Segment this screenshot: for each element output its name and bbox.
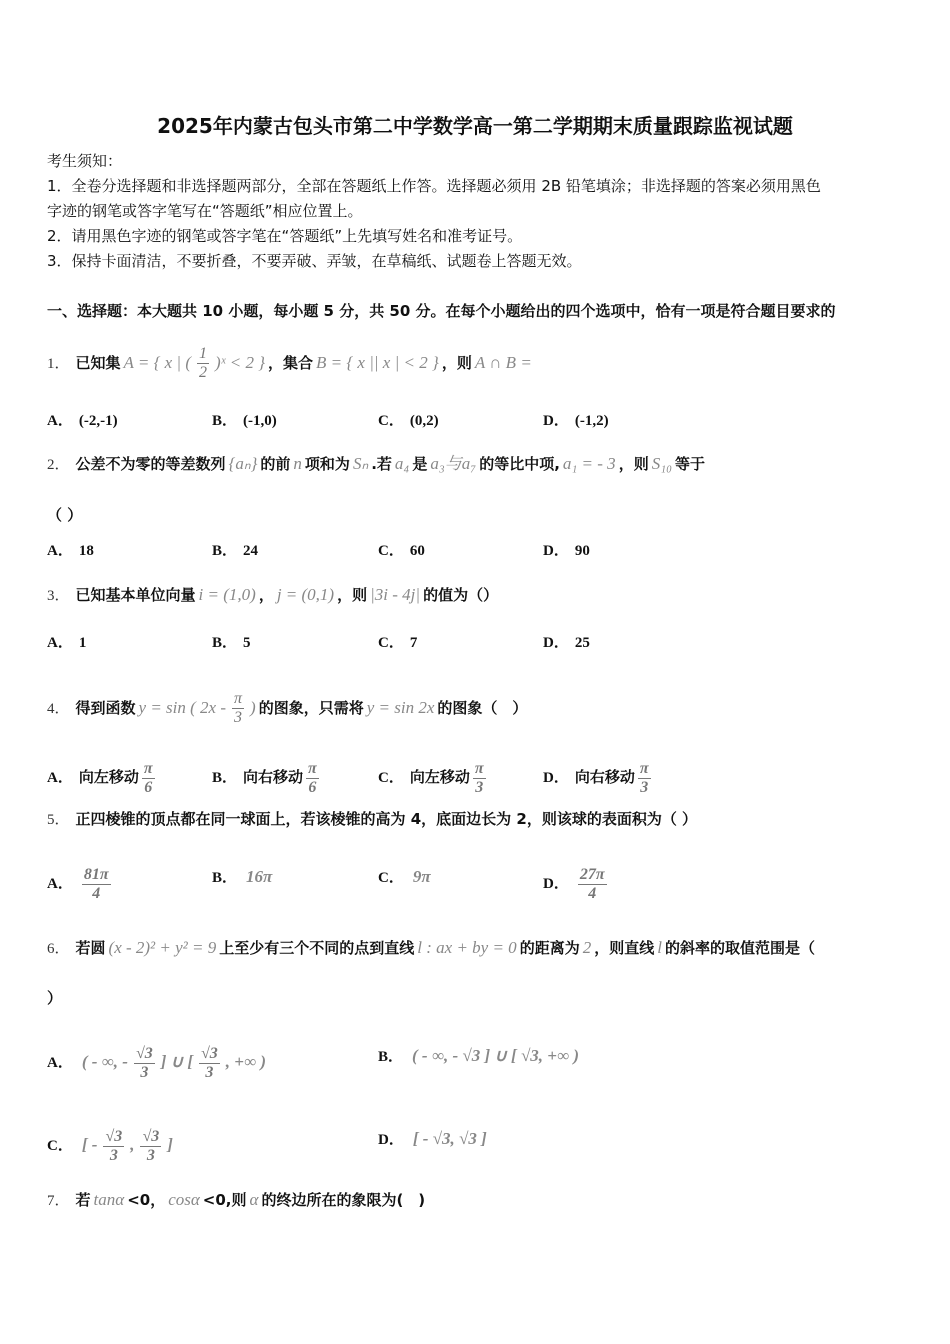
- question-text: <0，: [127, 1191, 166, 1209]
- question-text: ，则: [337, 586, 368, 604]
- fraction-denominator: 6: [144, 779, 153, 796]
- option-label: C．: [378, 543, 404, 559]
- option-label: B．: [212, 413, 238, 429]
- math-expression: 9π: [412, 867, 431, 886]
- fraction-numerator: π: [143, 760, 153, 777]
- fraction-numerator: √3: [142, 1128, 160, 1145]
- math-expression: ] ∪ [: [160, 1051, 193, 1071]
- notice-line: 3．保持卡面清洁，不要折叠，不要弄破、弄皱，在草稿纸、试题卷上答题无效。: [47, 252, 582, 270]
- fraction-denominator: 6: [308, 779, 317, 796]
- question-text: (-2,-1): [78, 413, 118, 429]
- math-expression: j = (0,1): [276, 585, 335, 604]
- option-label: B．: [212, 870, 238, 886]
- math-expression: , +∞ ): [225, 1051, 266, 1071]
- math-expression: )ˣ < 2 }: [215, 353, 265, 372]
- question-text: 5: [243, 635, 251, 651]
- section-heading: 一、选择题：本大题共 10 小题，每小题 5 分，共 50 分。在每个小题给出的四个选项中，恰有一项是符合题目要求的: [47, 302, 836, 320]
- notice-line: 1．全卷分选择题和非选择题两部分，全部在答题纸上作答。选择题必须用 2B 铅笔填涂；非选择题的答案必须用黑色: [47, 177, 821, 195]
- math-expression: l : ax + by = 0: [417, 938, 517, 957]
- answer-option[interactable]: [47, 539, 94, 560]
- fraction-denominator: 2: [199, 364, 208, 381]
- answer-option[interactable]: [47, 760, 158, 797]
- question-text: (0,2): [409, 413, 439, 429]
- fraction-denominator: 3: [140, 1064, 149, 1081]
- option-label: D．: [543, 875, 569, 892]
- math-expression: y = sin ( 2x -: [138, 698, 227, 717]
- option-label: A．: [47, 413, 73, 429]
- fraction-numerator: π: [474, 760, 484, 777]
- option-label: D．: [543, 635, 569, 651]
- question-text: 24: [243, 543, 259, 559]
- math-expression: tanα: [93, 1190, 125, 1209]
- fraction-denominator: 3: [475, 779, 484, 796]
- question-stem: [47, 1190, 425, 1211]
- answer-option[interactable]: [378, 409, 439, 430]
- answer-option[interactable]: [378, 760, 489, 797]
- question-stem: [47, 690, 527, 727]
- answer-option[interactable]: [378, 631, 417, 652]
- math-fraction: [638, 760, 651, 797]
- fraction-denominator: 3: [146, 1147, 155, 1164]
- question-text: 的斜率的取值范围是（: [664, 939, 815, 957]
- fraction-denominator: 3: [205, 1064, 214, 1081]
- fraction-numerator: π: [308, 760, 317, 777]
- fraction-denominator: 4: [588, 885, 597, 902]
- answer-option[interactable]: [378, 1128, 490, 1149]
- question-text: 25: [574, 635, 590, 651]
- math-expression: ( - ∞, - √3 ] ∪ [ √3, +∞ ): [412, 1046, 580, 1065]
- answer-option[interactable]: [543, 409, 609, 430]
- math-expression: 16π: [246, 867, 273, 886]
- option-label: C．: [378, 769, 404, 786]
- question-text: 已知集: [75, 354, 121, 372]
- math-expression: [ - √3, √3 ]: [412, 1129, 487, 1148]
- question-text: ，则: [618, 455, 649, 473]
- question-text: 项和为: [304, 455, 350, 473]
- fraction-numerator: √3: [105, 1128, 123, 1145]
- math-expression: {aₙ}: [228, 454, 258, 473]
- math-expression: y = sin 2x: [366, 698, 435, 717]
- answer-option[interactable]: [543, 760, 654, 797]
- answer-option[interactable]: [212, 539, 258, 560]
- math-expression: i = (1,0): [198, 585, 256, 604]
- math-fraction: [306, 760, 319, 797]
- question-text: 的图象（ ）: [437, 699, 528, 717]
- answer-option[interactable]: [212, 866, 275, 887]
- math-expression: α: [249, 1190, 259, 1209]
- notice-line: 2．请用黑色字迹的钢笔或答字笔在“答题纸”上先填写姓名和准考证号。: [47, 227, 523, 245]
- math-expression: ,: [130, 1134, 135, 1154]
- question-text: 向左移动: [78, 769, 139, 786]
- option-label: D．: [543, 543, 569, 559]
- question-text: 的终边所在的象限为( ): [261, 1191, 426, 1209]
- question-number: 6．: [47, 941, 70, 957]
- answer-option[interactable]: [543, 539, 590, 560]
- math-expression: B = { x || x | < 2 }: [316, 353, 439, 372]
- math-expression: [ -: [81, 1134, 98, 1154]
- question-text: 向左移动: [409, 769, 470, 786]
- math-expression: ( - ∞, -: [81, 1051, 128, 1071]
- question-text: 已知基本单位向量: [75, 586, 196, 604]
- question-number: 7．: [47, 1193, 70, 1209]
- question-text: 向右移动: [243, 769, 304, 786]
- option-label: A．: [47, 543, 73, 559]
- question-text: 等于: [675, 455, 706, 473]
- answer-option[interactable]: [543, 631, 590, 652]
- fraction-denominator: 3: [640, 779, 649, 796]
- option-label: C．: [47, 1137, 73, 1154]
- question-text: 的图象，只需将: [258, 699, 364, 717]
- question-text: ，: [258, 586, 274, 604]
- math-fraction: [134, 1045, 155, 1082]
- question-stem: [47, 454, 705, 475]
- math-fraction: [232, 690, 244, 727]
- question-stem: [47, 809, 697, 830]
- fraction-numerator: π: [639, 760, 649, 777]
- math-fraction: [197, 345, 209, 382]
- question-text: (-1,0): [243, 413, 277, 429]
- answer-option[interactable]: [47, 866, 114, 903]
- answer-option[interactable]: [212, 631, 251, 652]
- question-stem: [47, 938, 815, 959]
- option-label: A．: [47, 1054, 73, 1071]
- math-expression: ]: [167, 1134, 173, 1154]
- option-label: D．: [543, 769, 569, 786]
- fraction-numerator: 1: [199, 345, 208, 362]
- question-text: 的等比中项,: [479, 455, 560, 473]
- math-expression: a₁ = - 3: [562, 454, 616, 473]
- math-expression: S₁₀: [651, 454, 673, 473]
- question-text: 的距离为: [519, 939, 580, 957]
- math-expression: a₃与a₇: [430, 454, 477, 473]
- option-label: C．: [378, 635, 404, 651]
- question-stem: [47, 585, 498, 606]
- math-expression: (x - 2)² + y² = 9: [108, 938, 217, 957]
- question-text: 上至少有三个不同的点到直线: [219, 939, 415, 957]
- question-text: 正四棱锥的顶点都在同一球面上，若该棱锥的高为 4，底面边长为 2，则该球的表面积为（ ）: [75, 810, 698, 828]
- question-text: ，集合: [268, 354, 314, 372]
- question-text: 60: [409, 543, 425, 559]
- option-label: A．: [47, 769, 73, 786]
- question-number: 2．: [47, 457, 70, 473]
- fraction-numerator: 81π: [83, 866, 109, 883]
- math-expression: |3i - 4j|: [370, 585, 421, 604]
- answer-option[interactable]: [212, 760, 322, 797]
- option-label: D．: [543, 413, 569, 429]
- math-fraction: [142, 760, 155, 797]
- question-text: 的值为（）: [423, 586, 499, 604]
- question-number: 5．: [47, 812, 70, 828]
- question-text: .若: [371, 455, 392, 473]
- fraction-numerator: √3: [135, 1045, 153, 1062]
- answer-option[interactable]: [47, 1045, 269, 1082]
- question-text: (-1,2): [574, 413, 609, 429]
- option-label: B．: [212, 543, 238, 559]
- answer-option[interactable]: [543, 866, 610, 903]
- question-number: 4．: [47, 701, 70, 717]
- exam-title: 2025年内蒙古包头市第二中学数学高一第二学期期末质量跟踪监视试题: [157, 114, 793, 138]
- question-text: 公差不为零的等差数列: [75, 455, 226, 473]
- answer-option[interactable]: [47, 1128, 176, 1165]
- math-expression: n: [293, 454, 302, 473]
- math-expression: A ∩ B =: [474, 353, 532, 372]
- question-text: 是: [412, 455, 428, 473]
- option-label: A．: [47, 635, 73, 651]
- answer-option[interactable]: [378, 539, 425, 560]
- option-label: B．: [212, 769, 238, 786]
- question-continuation: ）: [47, 989, 63, 1007]
- question-text: 的前: [260, 455, 291, 473]
- question-text: 1: [78, 635, 87, 651]
- answer-option[interactable]: [378, 1045, 582, 1066]
- option-label: C．: [378, 413, 404, 429]
- math-expression: a₄: [394, 454, 410, 473]
- option-label: B．: [378, 1049, 404, 1065]
- question-number: 1．: [47, 356, 70, 372]
- math-fraction: [578, 866, 607, 903]
- math-fraction: [140, 1128, 161, 1165]
- math-expression: ): [250, 698, 256, 717]
- question-text: 若圆: [75, 939, 106, 957]
- answer-option[interactable]: [212, 409, 277, 430]
- question-stem: [47, 345, 535, 382]
- fraction-numerator: 27π: [579, 866, 605, 883]
- question-text: 7: [409, 635, 418, 651]
- question-text: 得到函数: [75, 699, 136, 717]
- fraction-numerator: π: [234, 690, 243, 707]
- math-fraction: [103, 1128, 124, 1165]
- math-expression: 2: [582, 938, 592, 957]
- question-text: ，则直线: [594, 939, 655, 957]
- option-label: C．: [378, 870, 404, 886]
- math-expression: cosα: [168, 1190, 200, 1209]
- math-expression: A = { x | (: [123, 353, 192, 372]
- fraction-denominator: 3: [234, 709, 243, 726]
- option-label: A．: [47, 875, 73, 892]
- math-fraction: [199, 1045, 220, 1082]
- option-label: D．: [378, 1132, 404, 1148]
- fraction-denominator: 4: [92, 885, 101, 902]
- fraction-numerator: √3: [201, 1045, 218, 1062]
- question-number: 3．: [47, 588, 70, 604]
- question-text: 18: [78, 543, 94, 559]
- question-text: 向右移动: [574, 769, 635, 786]
- question-continuation: （ ）: [47, 506, 83, 524]
- notice-line: 字迹的钢笔或答字笔写在“答题纸”相应位置上。: [47, 202, 363, 220]
- answer-option[interactable]: [378, 866, 434, 887]
- math-expression: l: [657, 938, 662, 957]
- math-fraction: [82, 866, 111, 903]
- math-fraction: [473, 760, 486, 797]
- math-expression: Sₙ: [352, 454, 369, 473]
- fraction-denominator: 3: [109, 1147, 118, 1164]
- question-text: 90: [574, 543, 590, 559]
- question-text: <0,则: [202, 1191, 247, 1209]
- answer-option[interactable]: [47, 631, 86, 652]
- option-label: B．: [212, 635, 238, 651]
- question-text: ，则: [441, 354, 472, 372]
- notice-header: 考生须知：: [47, 152, 123, 170]
- answer-option[interactable]: [47, 409, 118, 430]
- question-text: 若: [75, 1191, 91, 1209]
